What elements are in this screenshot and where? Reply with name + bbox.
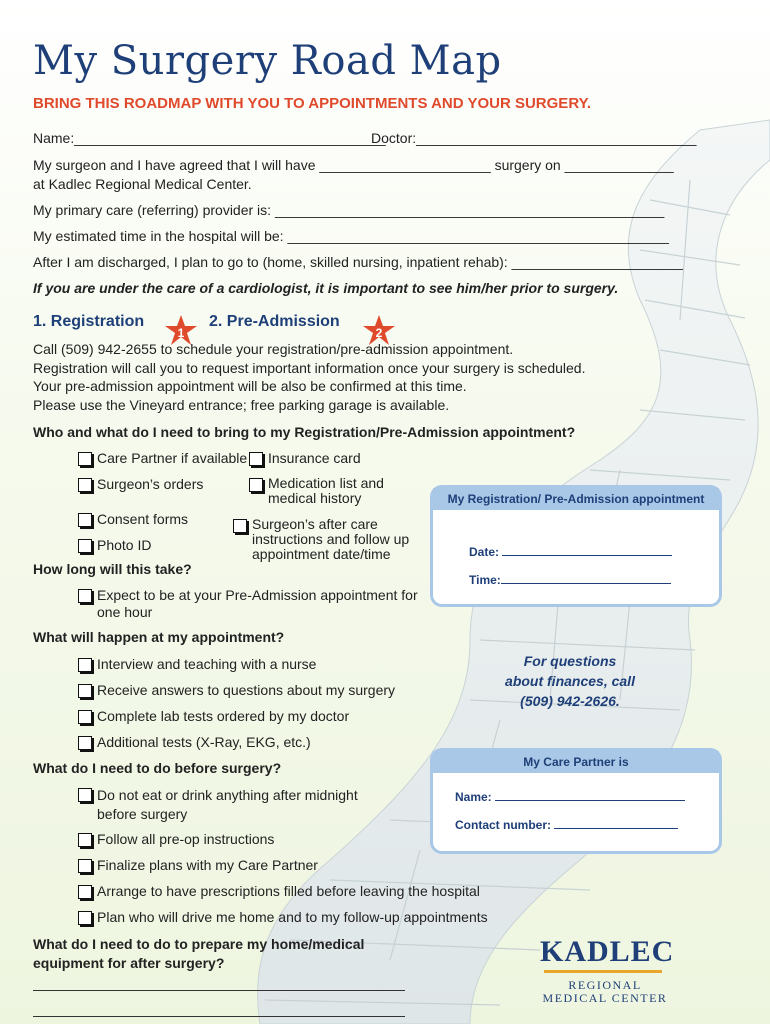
checkbox-care-partner-plans[interactable]: Finalize plans with my Care Partner [78, 857, 318, 873]
intro-line-2: Registration will call you to request important information once your surgery is scheduled. [33, 360, 586, 376]
primary-care-field[interactable]: My primary care (referring) provider is: __________________________________________________ [33, 202, 665, 218]
registration-appointment-panel [430, 485, 722, 607]
checkbox[interactable] [249, 452, 263, 466]
checkbox-aftercare-instructions[interactable]: Surgeon’s after care instructions and follow up appointment date/time [233, 517, 427, 562]
checkbox-additional-tests[interactable]: Additional tests (X-Ray, EKG, etc.) [78, 734, 311, 750]
step-preadmission-heading: 2. Pre-Admission [209, 313, 340, 330]
intro-line-3: Your pre-admission appointment will be also be confirmed at this time. [33, 378, 467, 394]
star-one-number: 1 [177, 326, 185, 340]
checkbox[interactable] [78, 539, 92, 553]
page-title: My Surgery Road Map [33, 38, 502, 84]
care-partner-panel-title: My Care Partner is [433, 751, 719, 773]
bring-question: Who and what do I need to bring to my Registration/Pre-Admission appointment? [33, 424, 576, 440]
checkbox-preop-instructions[interactable]: Follow all pre-op instructions [78, 831, 274, 847]
step-registration-heading: 1. Registration [33, 313, 145, 330]
registration-time-field[interactable]: Time: [469, 572, 671, 587]
star-two-number: 2 [375, 326, 383, 340]
cardiologist-note: If you are under the care of a cardiologist, it is important to see him/her prior to surgery. [33, 280, 619, 296]
checkbox[interactable] [78, 833, 92, 847]
finance-line-1: For questions [523, 653, 617, 669]
checkbox-ride-home[interactable]: Plan who will drive me home and to my follow-up appointments [78, 909, 488, 925]
checkbox-care-partner[interactable]: Care Partner if available [78, 450, 247, 466]
discharge-plan-field[interactable]: After I am discharged, I plan to go to (home, skilled nursing, inpatient rehab): ______________________ [33, 254, 683, 270]
logo-subtitle-2: MEDICAL CENTER [542, 991, 668, 1005]
checkbox[interactable] [78, 710, 92, 724]
checkbox-no-food[interactable]: Do not eat or drink anything after midnight before surgery [78, 786, 387, 824]
checkbox-photo-id[interactable]: Photo ID [78, 537, 151, 553]
hospital-time-field[interactable]: My estimated time in the hospital will be: _________________________________________________ [33, 228, 669, 244]
intro-line-1: Call (509) 942-2655 to schedule your registration/pre-admission appointment. [33, 341, 514, 357]
checkbox[interactable] [78, 589, 92, 603]
doctor-field[interactable]: Doctor:____________________________________ [371, 130, 697, 146]
finance-note [470, 651, 670, 711]
logo-name: KADLEC [540, 935, 675, 968]
checkbox[interactable] [78, 513, 92, 527]
checkbox-receive-answers[interactable]: Receive answers to questions about my surgery [78, 682, 395, 698]
checkbox-lab-tests[interactable]: Complete lab tests ordered by my doctor [78, 708, 349, 724]
before-surgery-question: What do I need to do before surgery? [33, 760, 282, 776]
care-partner-name-field[interactable]: Name: [455, 789, 685, 804]
finance-phone: (509) 942-2626. [520, 693, 620, 709]
appointment-question: What will happen at my appointment? [33, 629, 285, 645]
home-prep-question-line-2: equipment for after surgery? [33, 955, 225, 971]
checkbox-consent-forms[interactable]: Consent forms [78, 511, 188, 527]
registration-panel-title: My Registration/ Pre-Admission appointment [433, 488, 719, 510]
intro-line-4: Please use the Vineyard entrance; free parking garage is available. [33, 397, 450, 413]
home-prep-answer-line-1[interactable] [33, 990, 405, 991]
surgery-location-text: at Kadlec Regional Medical Center. [33, 176, 252, 192]
checkbox[interactable] [78, 736, 92, 750]
checkbox[interactable] [249, 478, 263, 492]
checkbox[interactable] [233, 519, 247, 533]
logo-underline [544, 970, 662, 973]
checkbox-one-hour[interactable]: Expect to be at your Pre-Admission appointment for one hour [78, 587, 427, 621]
checkbox[interactable] [78, 859, 92, 873]
checkbox[interactable] [78, 885, 92, 899]
page-subtitle: BRING THIS ROADMAP WITH YOU TO APPOINTMENTS AND YOUR SURGERY. [33, 95, 592, 112]
checkbox-insurance-card[interactable]: Insurance card [249, 450, 361, 466]
checkbox[interactable] [78, 452, 92, 466]
name-field[interactable]: Name:________________________________________ [33, 130, 386, 146]
checkbox[interactable] [78, 788, 92, 802]
checkbox[interactable] [78, 658, 92, 672]
registration-date-field[interactable]: Date: [469, 544, 672, 559]
checkbox[interactable] [78, 684, 92, 698]
checkbox-interview[interactable]: Interview and teaching with a nurse [78, 656, 316, 672]
care-partner-contact-field[interactable]: Contact number: [455, 817, 678, 832]
checkbox-medication-list[interactable]: Medication list and medical history [249, 476, 398, 506]
care-partner-panel [430, 748, 722, 854]
checkbox-prescriptions[interactable]: Arrange to have prescriptions filled before leaving the hospital [78, 883, 480, 899]
duration-question: How long will this take? [33, 561, 192, 577]
checkbox-surgeons-orders[interactable]: Surgeon’s orders [78, 476, 203, 492]
checkbox[interactable] [78, 911, 92, 925]
logo-subtitle-1: REGIONAL [568, 978, 642, 992]
kadlec-logo [540, 935, 675, 1005]
home-prep-question-line-1: What do I need to do to prepare my home/medical [33, 936, 365, 952]
finance-line-2: about finances, call [505, 673, 635, 689]
surgery-agreement-field[interactable]: My surgeon and I have agreed that I will have ______________________ surgery on ______________ [33, 157, 674, 173]
home-prep-answer-line-2[interactable] [33, 1016, 405, 1017]
checkbox[interactable] [78, 478, 92, 492]
